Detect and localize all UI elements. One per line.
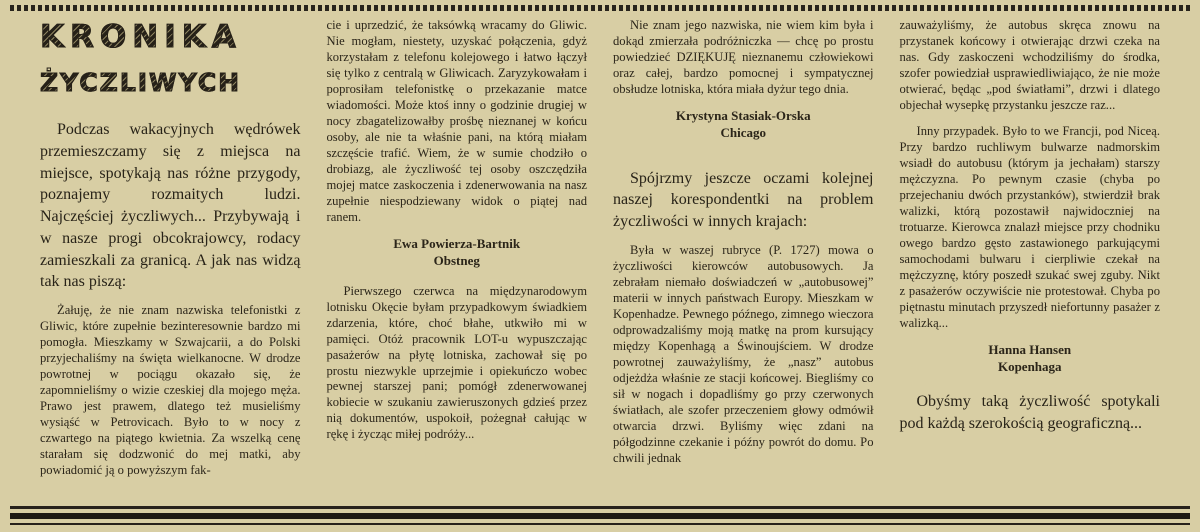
column-2	[327, 18, 588, 496]
letter-paragraph: cie i uprzedzić, że taksówką wracamy do Gliwic. Nie mogłam, niestety, uzyskać połączenia, gdyż korzystałam z telefonu kolejowego i łatwo łączył się tylko z centralą w Gliwicach. Zaryzykowałam i poprosiłam telefonistkę o przekazanie matce wiadomości. Może ktoś inny o godzinie drugiej w nocy zbagatelizowałby prośbę nieznanej w końcu osoby, ale nie ta właśnie pani, na którą miałam szczęście trafić. Wiem, że w sumie chodziło o drobiazg, ale życzliwość tej osoby oszczędziła mojej matce zaskoczenia i zdenerwowania na nasz zupełnie niespodziewany widok o piątej nad ranem.	[326, 18, 587, 224]
signature-block	[327, 236, 588, 270]
letter-paragraph: Nie znam jego nazwiska, nie wiem kim była i dokąd zmierzała podróżniczka — chcę po prostu powiedzieć DZIĘKUJĘ nieznanemu człowiekowi oraz całej, bardzo pomocnej i sympatycznej obsłudze lotniska, która miała dyżur tego dnia.	[613, 18, 874, 96]
signature-block	[613, 108, 874, 142]
top-decorative-rule	[10, 5, 1190, 11]
editorial-outro: Obyśmy taką życzliwość spotykali pod każdą szerokością geograficzną...	[899, 393, 1160, 433]
signature-city: Obstneg	[433, 252, 480, 268]
bottom-decorative-rules	[10, 506, 1190, 525]
letter-paragraph: Pierwszego czerwca na międzynarodowym lotnisku Okęcie byłam przypadkowym świadkiem zdarzenia, które, choć błahe, utkwiło mi w pamięci. Otóż pracownik LOT-u wypuszczając pasażerów na płytę lotniska, zachował się po prostu niezwykle uprzejmie i opiekuńczo wobec pewnej starszej pani; pomógł zdenerwowanej kobiecie w szukaniu zawieruszonych gdzieś przez nią dokumentów, uspokoił, pożegnał całując w rękę i życząc miłej podróży...	[326, 283, 587, 442]
bottom-rule-thin-top	[10, 506, 1190, 509]
column-4	[900, 18, 1161, 496]
signature-city: Chicago	[720, 124, 766, 140]
signature-name: Hanna Hansen	[988, 341, 1072, 357]
letter-paragraph: Inny przypadek. Było to we Francji, pod Niceą. Przy bardzo ruchliwym bulwarze nadmorskim wsiadł do autobusu (którym ja jechałam) starszy mężczyzna. Po pewnym czasie (chyba po przejechaniu dwóch przystanków), stwierdził brak walizki, którą pozostawił najwidoczniej na trotuarze. Kierowca znalazł miejsce przy chodniku owego bardzo gęsto zastawionego parkującymi samochodami bulwaru i cierpliwie czekał na mężczyznę, który poszedł szukać swej zguby. Nikt z pasażerów oczywiście nie protestował. Chyba po piętnastu minutach przyszedł niefortunny pasażer z walizką...	[899, 123, 1160, 330]
signature-city: Kopenhaga	[997, 358, 1062, 374]
signature-name: Krystyna Stasiak-Orska	[675, 107, 811, 123]
editorial-intro: Podczas wakacyjnych wędrówek przemieszczamy się z miejsca na miejsce, spotykają nas różne przygody, poznajemy rozmaitych ludzi. Najczęściej życzliwych... Przybywają i w nasze progi obcokrajowcy, rodacy zamieszkali za granicą. A jak nas widzą tak nas piszą:	[40, 121, 301, 291]
title-line-1: KRONIKA	[40, 22, 301, 53]
column-3	[613, 18, 874, 496]
letter-paragraph: Żałuję, że nie znam nazwiska telefonistki z Gliwic, które zupełnie bezinteresownie bardzo mi pomogła. Mieszkamy w Szwajcarii, a do Polski przyjechaliśmy na święta wielkanocne. W drodze powrotnej w pociągu okazało się, że zapomnieliśmy o wizie czeskiej dla mojego męża. Prawo jest prawem, dlatego też musieliśmy wysiąść w Petrovicach. Było to w nocy z czwartego na piątego kwietnia. Za wszelką cenę starałam się dodzwonić do mej matki, aby powiadomić ją o powyższym fak-	[40, 303, 301, 477]
bottom-rule-thick	[10, 513, 1190, 519]
column-1	[40, 18, 301, 496]
letter-paragraph: Była w waszej rubryce (P. 1727) mowa o życzliwości kierowców autobusowych. Ja zebrałam niemało doświadczeń w „autobusowej” materii w innych państwach Europy. Mieszkam w Kopenhadze. Pewnego późnego, zimnego wieczora odprowadzaliśmy moją matkę na prom kursujący między Kopenhagą a Świnoujściem. W drodze powrotnej zauważyliśmy, że „nasz” autobus odjeżdża właśnie ze stacji końcowej. Biegliśmy co sił w nogach i dopadliśmy go przy czerwonych światłach, ale szofer przeczeniem głowy odmówił otwarcia drzwi. Byliśmy więc zdani na półgodzinne czekanie i późny powrót do domu. Po chwili jednak	[613, 242, 874, 465]
letter-paragraph: zauważyliśmy, że autobus skręca znowu na przystanek końcowy i otwierając drzwi czeka na nas. Gdy zaskoczeni wchodziliśmy do środka, szofer powiedział usprawiedliwiająco, że nie może otwierać, będąc „pod światłami”, drzwi i dlatego objechał wysepkę przystanku jeszcze raz...	[899, 18, 1160, 112]
article-title	[40, 19, 301, 97]
bottom-rule-thin-bottom	[10, 523, 1190, 525]
article-columns	[40, 18, 1160, 496]
signature-name: Ewa Powierza-Bartnik	[393, 235, 521, 251]
signature-block	[900, 342, 1161, 376]
title-line-2: ŻYCZLIWYCH	[40, 70, 301, 95]
editorial-lead: Spójrzmy jeszcze oczami kolejnej naszej korespondentki na problem życzliwości w innych krajach:	[613, 169, 874, 231]
